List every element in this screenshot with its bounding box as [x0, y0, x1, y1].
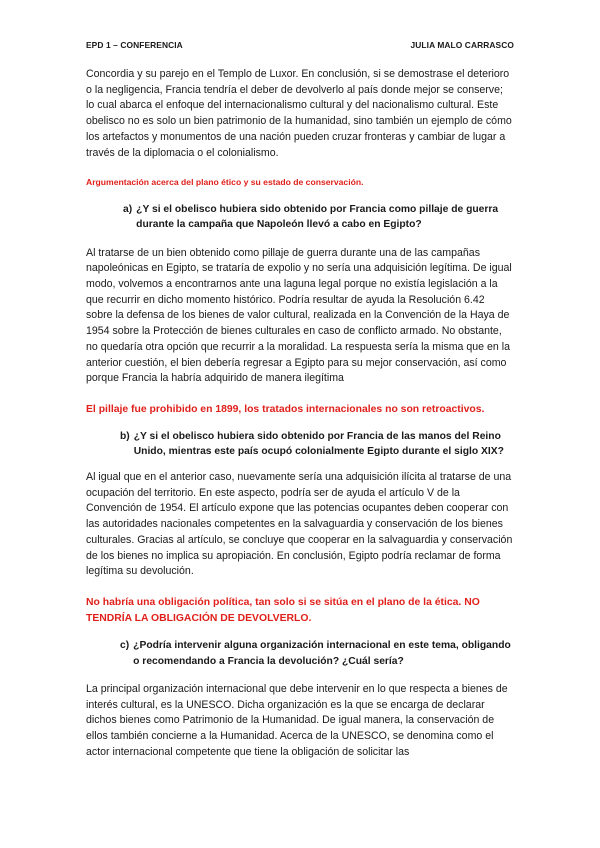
question-a	[123, 202, 514, 232]
question-c	[120, 638, 514, 668]
page-header	[86, 40, 514, 54]
question-b	[120, 429, 514, 459]
header-course: EPD 1 – CONFERENCIA	[86, 40, 183, 50]
question-b-marker: b)	[120, 430, 130, 442]
question-a-marker: a)	[123, 204, 133, 216]
question-c-text: ¿Podría intervenir alguna organización internacional en este tema, obligando o recomendando a Francia la devolución? ¿Cuál sería?	[133, 640, 511, 667]
question-a-text: ¿Y si el obelisco hubiera sido obtenido por Francia como pillaje de guerra durante la campaña que Napoleón llevó a cabo en Egipto?	[136, 204, 499, 231]
answer-c: La principal organización internacional que debe intervenir en lo que respecta a bienes de interés cultural, es la UNESCO. Dicha organización es la que se encarga de declarar dichos bienes como Patrimonio de la Humanidad. De igual manera, la conservación de ellos también concierne a la Humanidad. Acerca de la UNESCO, se denomina como el actor internacional competente que tiene la obligación de solicitar las	[86, 682, 508, 758]
question-c-marker: c)	[120, 640, 130, 652]
answer-a: Al tratarse de un bien obtenido como pillaje de guerra durante una de las campañas napoleónicas en Egipto, se trataría de expolio y no sería una adquisición legítima. De igual modo, volvemos a encontrarnos ante una laguna legal porque no existía legislación a la que recurrir en dicho momento histórico. Podría resultar de ayuda la Resolución 6.42 sobre la defensa de los bienes de valor cultural, realizada en la Convención de la Haya de 1954 sobre la Protección de bienes culturales en caso de conflicto armado. No obstante, no quedaría otra opción que recurrir a la moralidad. La respuesta sería la misma que en la anterior cuestión, el bien debería regresar a Egipto para su mejor conservación, así como porque Francia la habría adquirido de manera ilegítima	[86, 246, 512, 385]
question-b-text: ¿Y si el obelisco hubiera sido obtenido por Francia de las manos del Reino Unido, mientras este país ocupó colonialmente Egipto durante el siglo XIX?	[133, 430, 504, 457]
section-heading: Argumentación acerca del plano ético y su estado de conservación.	[86, 177, 364, 188]
answer-b: Al igual que en el anterior caso, nuevamente sería una adquisición ilícita al tratarse de una ocupación del territorio. En este aspecto, podría ser de ayuda el artículo V de la Convención de 1954. El artículo expone que las potencias ocupantes deben cooperar con las autoridades nacionales competentes en la salvaguardia y conservación de los bienes culturales. Gracias al artículo, se concluye que cooperar en la salvaguardia y conservación de los bienes no implica su apropiación. En conclusión, Egipto podría reclamar de forma legítima su devolución.	[86, 471, 513, 578]
intro-paragraph: Concordia y su parejo en el Templo de Luxor. En conclusión, si se demostrase el deterioro o la negligencia, Francia tendría el deber de devolverlo al país donde mejor se conserve; lo cual abarca el enfoque del internacionalismo cultural y del nacionalismo cultural. Este obelisco no es solo un bien patrimonio de la humanidad, sino también un ejemplo de cómo los artefactos y monumentos de una nación pueden cruzar fronteras y cambiar de lugar a través de la diplomacia o el colonialismo.	[86, 68, 512, 159]
note-b: No habría una obligación política, tan solo si se sitúa en el plano de la ética. NO TENDRÍA LA OBLIGACIÓN DE DEVOLVERLO.	[86, 596, 480, 624]
note-a: El pillaje fue prohibido en 1899, los tratados internacionales no son retroactivos.	[86, 403, 485, 415]
document-body	[86, 67, 514, 760]
header-author: JULIA MALO CARRASCO	[410, 40, 514, 50]
